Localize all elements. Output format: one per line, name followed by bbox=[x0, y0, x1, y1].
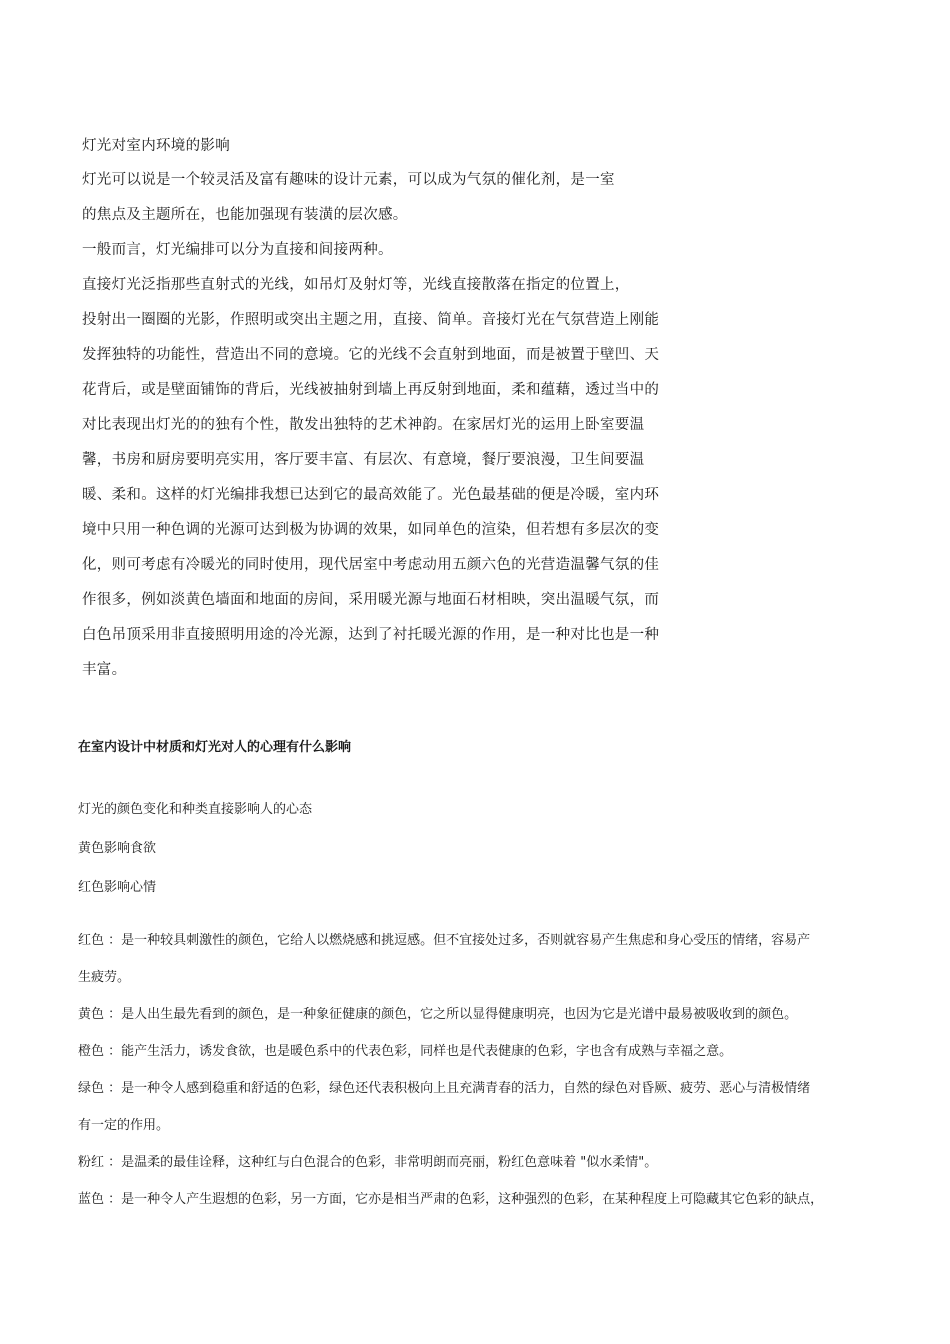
section-title: 灯光对室内环境的影响 bbox=[82, 138, 230, 154]
paragraph-line: 境中只用一种色调的光源可达到极为协调的效果，如同单色的渲染，但若想有多层次的变 bbox=[82, 522, 660, 538]
section-color-descriptions bbox=[78, 922, 893, 1218]
paragraph-line: 有一定的作用。 bbox=[78, 1118, 170, 1133]
paragraph-line: 蓝色 ：是一种令人产生遐想的色彩，另一方面，它亦是相当严肃的色彩，这种强烈的色彩，在某种程度上可隐藏其它色彩的缺点， bbox=[78, 1192, 824, 1207]
section-lighting-effects bbox=[82, 129, 722, 688]
paragraph-line: 作很多，例如淡黄色墙面和地面的房间，采用暖光源与地面石材相映，突出温暖气氛，而 bbox=[82, 592, 660, 608]
paragraph-line: 粉红 ：是温柔的最佳诠释，这种红与白色混合的色彩，非常明朗而亮丽，粉红色意味着 "似水柔情"。 bbox=[78, 1155, 658, 1170]
paragraph-line: 花背后，或是壁面铺饰的背后，光线被抽射到墙上再反射到地面，柔和蕴藉，透过当中的 bbox=[82, 382, 660, 398]
paragraph-line: 白色吊顶采用非直接照明用途的冷光源，达到了衬托暖光源的作用，是一种对比也是一种 bbox=[82, 627, 660, 643]
paragraph-line: 灯光可以说是一个较灵活及富有趣味的设计元素，可以成为气氛的催化剂，是一室 bbox=[82, 172, 615, 188]
paragraph-line: 生疲劳。 bbox=[78, 970, 131, 985]
paragraph-line: 灯光的颜色变化和种类直接影响人的心态 bbox=[78, 802, 313, 817]
paragraph-line: 投射出一圈圈的光影，作照明或突出主题之用，直接、简单。音接灯光在气氛营造上刚能 bbox=[82, 312, 660, 328]
paragraph-line: 的焦点及主题所在，也能加强现有装潢的层次感。 bbox=[82, 207, 408, 223]
paragraph-line: 黄色 ：是人出生最先看到的颜色，是一种象征健康的颜色，它之所以显得健康明亮，也因为它是光谱中最易被吸收到的颜色。 bbox=[78, 1007, 798, 1022]
paragraph-line: 一般而言，灯光编排可以分为直接和间接两种。 bbox=[82, 242, 393, 258]
paragraph-line: 丰富。 bbox=[82, 662, 127, 678]
paragraph-line: 直接灯光泛指那些直射式的光线，如吊灯及射灯等，光线直接散落在指定的位置上， bbox=[82, 277, 630, 293]
section-heading: 在室内设计中材质和灯光对人的心理有什么影响 bbox=[78, 740, 352, 755]
paragraph-line: 红色 ：是一种较具刺激性的颜色，它给人以燃烧感和挑逗感。但不宜接处过多，否则就容易产生焦虑和身心受压的情绪，容易产 bbox=[78, 933, 811, 948]
paragraph-line: 暖、柔和。这样的灯光编排我想已达到它的最高效能了。光色最基础的便是冷暖，室内环 bbox=[82, 487, 660, 503]
paragraph-line: 发挥独特的功能性，营造出不同的意境。它的光线不会直射到地面，而是被置于壁凹、天 bbox=[82, 347, 660, 363]
paragraph-line: 红色影响心情 bbox=[78, 880, 157, 895]
paragraph-line: 黄色影响食欲 bbox=[78, 841, 157, 856]
paragraph-line: 馨，书房和厨房要明亮实用，客厅要丰富、有层次、有意境，餐厅要浪漫，卫生间要温 bbox=[82, 452, 645, 468]
paragraph-line: 橙色 ：能产生活力，诱发食欲，也是暖色系中的代表色彩，同样也是代表健康的色彩，字也含有成熟与幸福之意。 bbox=[78, 1044, 733, 1059]
section-light-color-summary bbox=[78, 790, 312, 907]
paragraph-line: 化，则可考虑有冷暖光的同时使用，现代居室中考虑动用五颜六色的光营造温馨气氛的佳 bbox=[82, 557, 660, 573]
paragraph-line: 绿色 ：是一种令人感到稳重和舒适的色彩，绿色还代表积极向上且充满青春的活力，自然的绿色对昏厥、疲劳、恶心与清极情绪 bbox=[78, 1081, 811, 1096]
paragraph-line: 对比表现出灯光的的独有个性，散发出独特的艺术神韵。在家居灯光的运用上卧室要温 bbox=[82, 417, 645, 433]
